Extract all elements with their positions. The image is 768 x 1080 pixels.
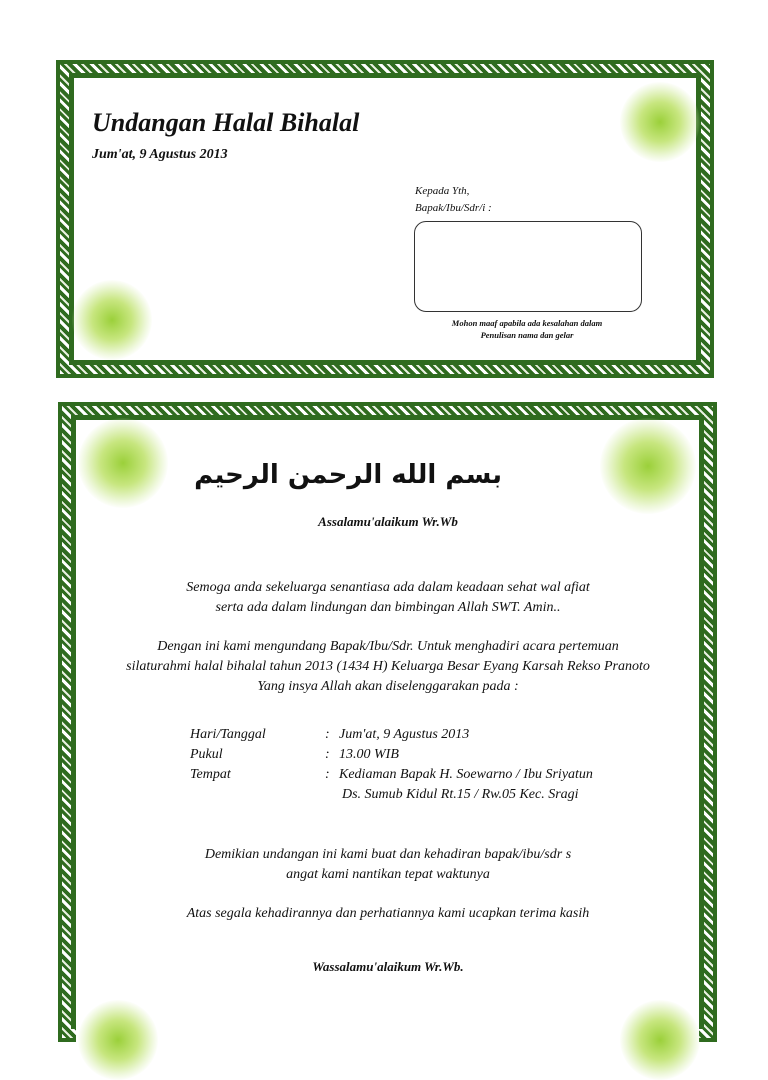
detail-row-time: Pukul : 13.00 WIB bbox=[190, 747, 399, 762]
paragraph-closing bbox=[76, 845, 700, 885]
floral-ornament-icon bbox=[600, 418, 696, 514]
detail-label: Pukul bbox=[190, 747, 223, 762]
detail-value: Jum'at, 9 Agustus 2013 bbox=[339, 727, 470, 742]
paragraph-invitation bbox=[76, 637, 700, 697]
recipient-label: Kepada Yth, bbox=[415, 185, 470, 197]
note-line: Mohon maaf apabila ada kesalahan dalam bbox=[451, 318, 603, 328]
detail-label: Tempat bbox=[190, 767, 231, 782]
text-line: Dengan ini kami mengundang Bapak/Ibu/Sdr. Untuk menghadiri acara pertemuan bbox=[157, 639, 619, 654]
recipient-title: Bapak/Ibu/Sdr/i : bbox=[415, 202, 492, 214]
floral-ornament-icon bbox=[78, 418, 168, 508]
text-line: angat kami nantikan tepat waktunya bbox=[286, 867, 490, 882]
detail-value: Kediaman Bapak H. Soewarno / Ibu Sriyatun bbox=[339, 767, 593, 782]
detail-row-date: Hari/Tanggal : Jum'at, 9 Agustus 2013 bbox=[190, 727, 470, 742]
closing-greeting: Wassalamu'alaikum Wr.Wb. bbox=[312, 959, 464, 974]
thanks-line: Atas segala kehadirannya dan perhatiannya kami ucapkan terima kasih bbox=[186, 906, 590, 921]
recipient-name-box bbox=[414, 221, 642, 312]
envelope-title: Undangan Halal Bihalal bbox=[92, 108, 360, 137]
text-line: Semoga anda sekeluarga senantiasa ada dalam keadaan sehat wal afiat bbox=[186, 580, 590, 595]
detail-value: 13.00 WIB bbox=[339, 747, 399, 762]
text-line: Demikian undangan ini kami buat dan kehadiran bapak/ibu/sdr s bbox=[204, 847, 572, 862]
floral-ornament-icon bbox=[620, 82, 700, 162]
text-line: serta ada dalam lindungan dan bimbingan Allah SWT. Amin.. bbox=[215, 600, 561, 615]
text-line: Yang insya Allah akan diselenggarakan pada : bbox=[257, 679, 519, 694]
detail-row-place: Tempat : Kediaman Bapak H. Soewarno / Ibu Sriyatun bbox=[190, 767, 593, 782]
floral-ornament-icon bbox=[72, 280, 152, 360]
apology-note bbox=[414, 317, 640, 341]
floral-ornament-icon bbox=[78, 1000, 158, 1080]
floral-ornament-icon bbox=[620, 1000, 700, 1080]
greeting: Assalamu'alaikum Wr.Wb bbox=[318, 514, 458, 529]
address-continuation: Ds. Sumub Kidul Rt.15 / Rw.05 Kec. Sragi bbox=[342, 787, 579, 802]
paragraph-wishes bbox=[76, 578, 700, 618]
envelope-date: Jum'at, 9 Agustus 2013 bbox=[92, 147, 228, 162]
note-line: Penulisan nama dan gelar bbox=[480, 330, 574, 340]
text-line: silaturahmi halal bihalal tahun 2013 (1434 H) Keluarga Besar Eyang Karsah Rekso Pranoto bbox=[126, 659, 650, 674]
basmala-calligraphy: بسم الله الرحمن الرحيم bbox=[194, 460, 502, 490]
detail-label: Hari/Tanggal bbox=[190, 727, 266, 742]
